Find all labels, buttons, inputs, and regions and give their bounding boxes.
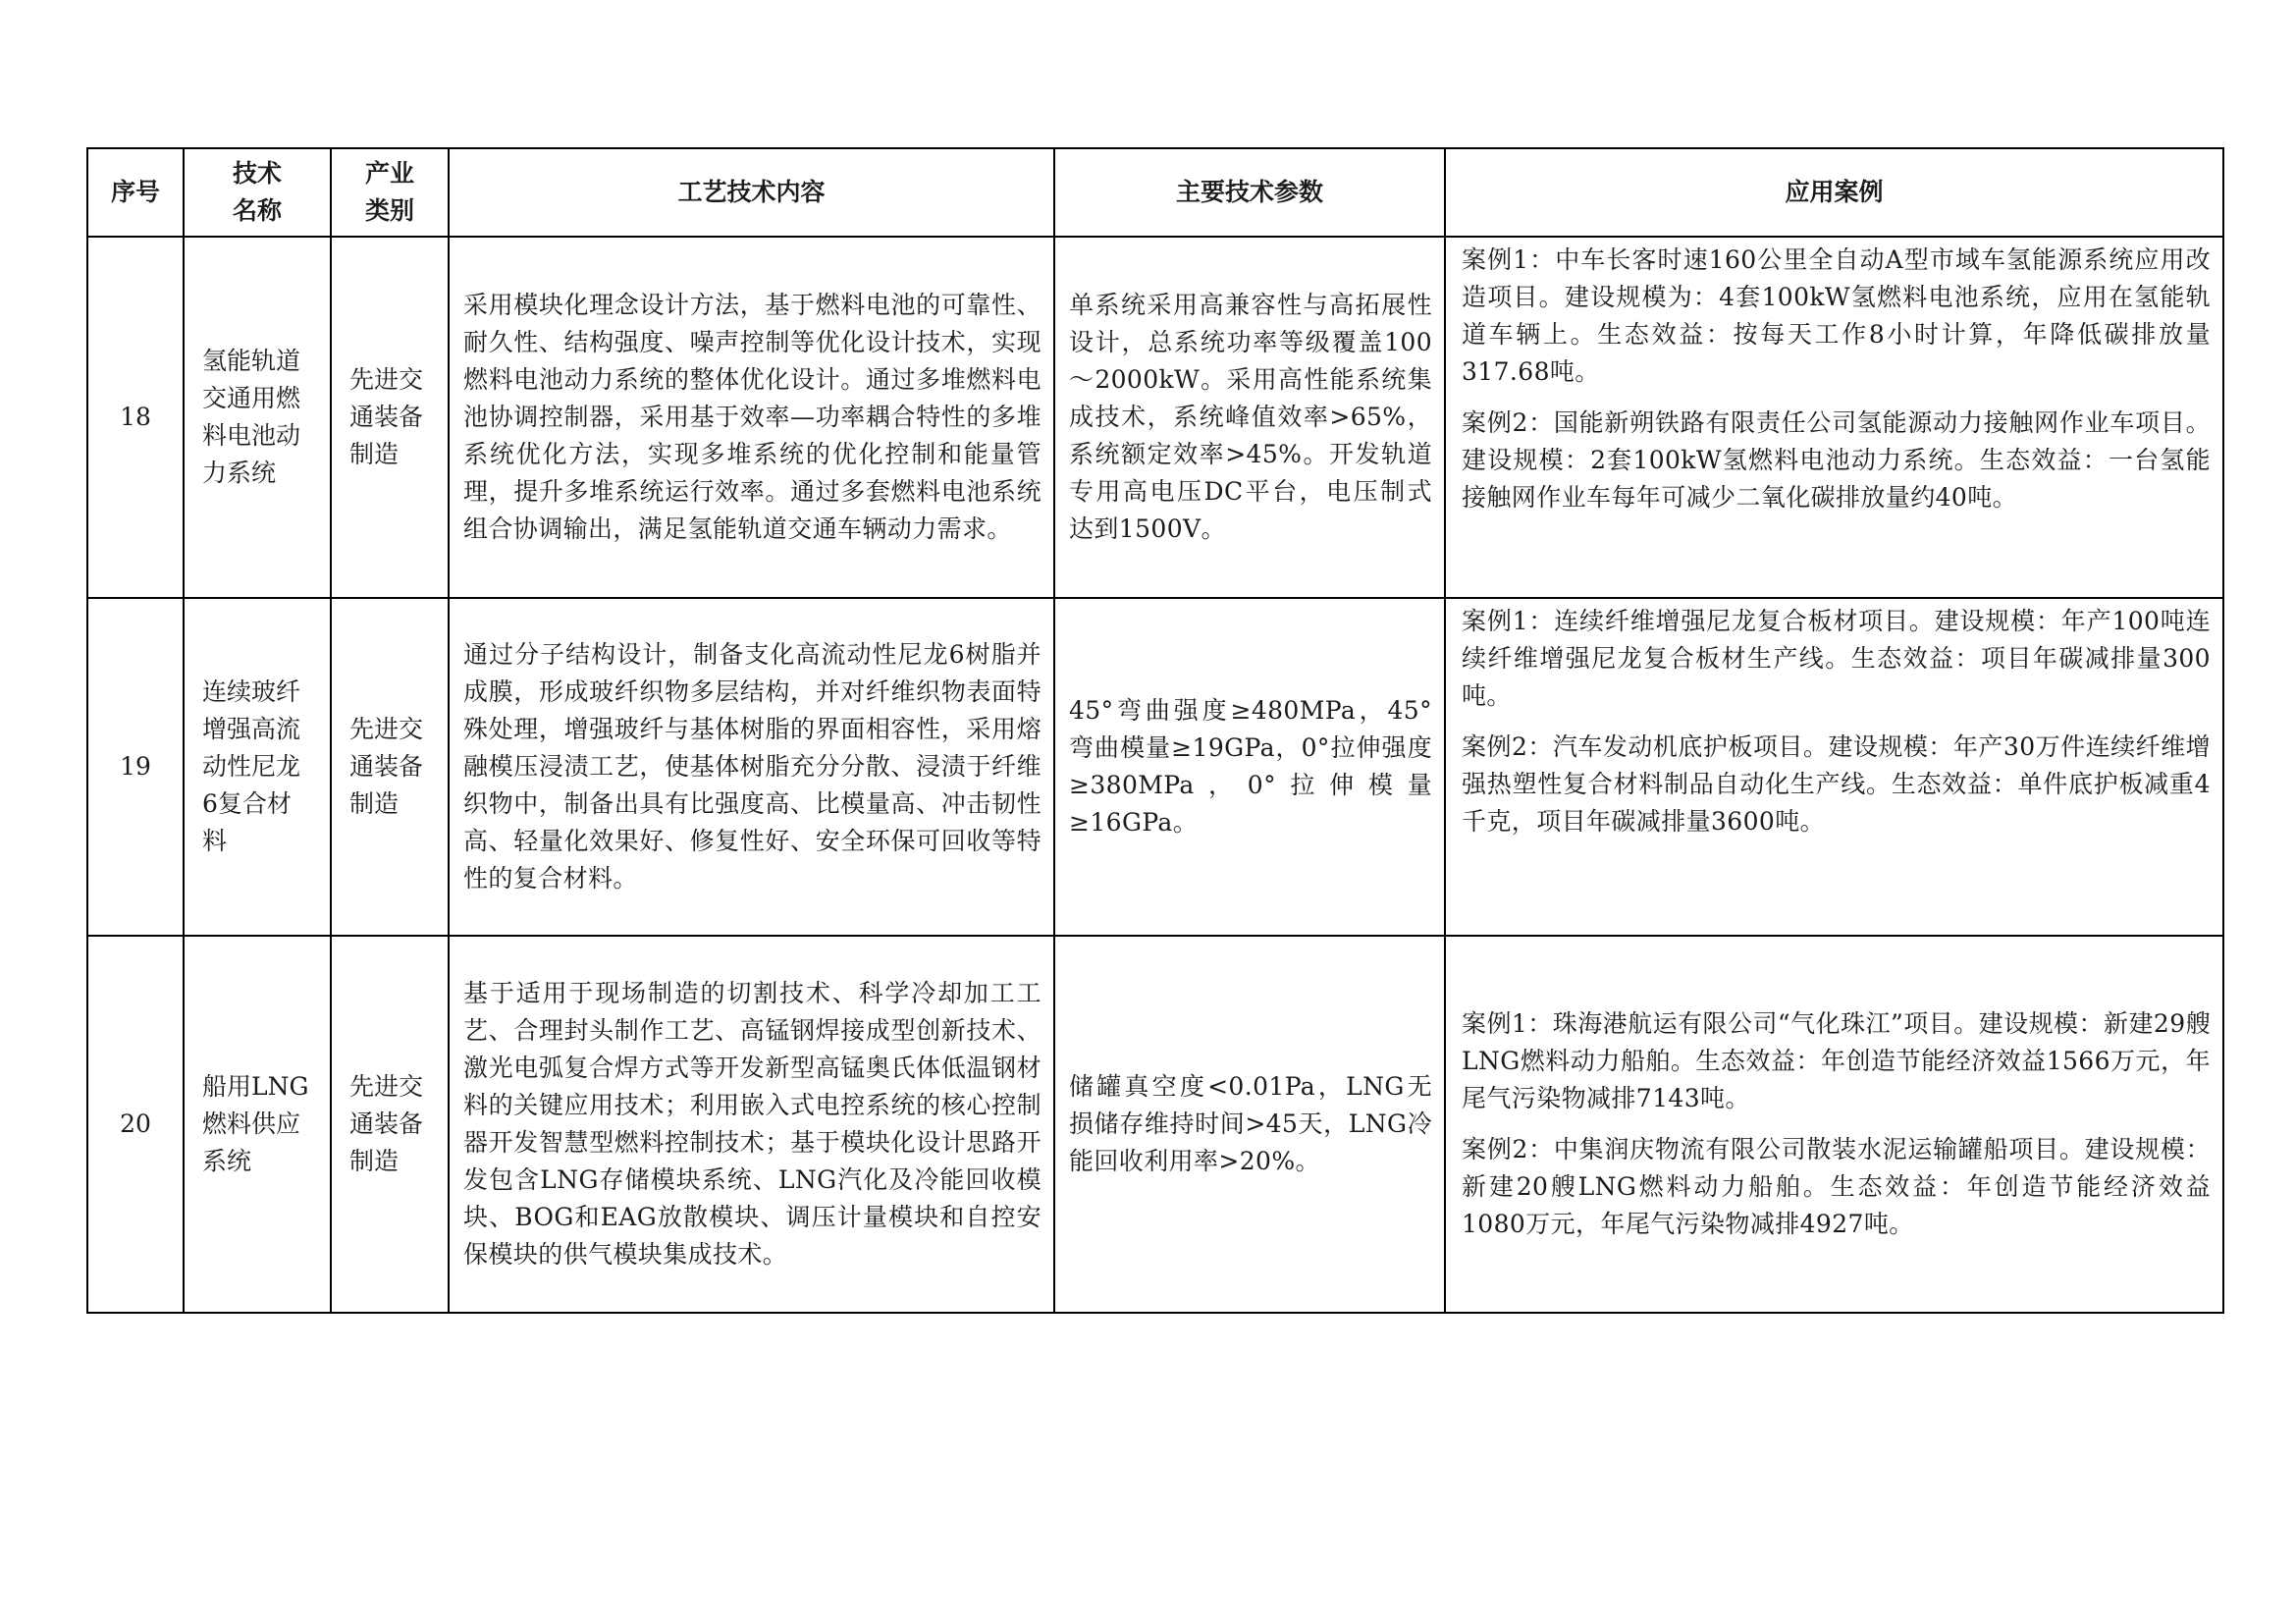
technology-name	[184, 936, 331, 1313]
header-industry	[331, 148, 449, 237]
technology-table	[86, 147, 2224, 1314]
case-2: 案例2：中集润庆物流有限公司散装水泥运输罐船项目。建设规模：新建20艘LNG燃料动力船舶。生态效益：年创造节能经济效益1080万元，年尾气污染物减排4927吨。	[1462, 1135, 2211, 1238]
table-row	[87, 598, 2223, 936]
row-number: 18	[87, 237, 184, 598]
name-line: 料	[202, 827, 228, 855]
application-cases	[1445, 237, 2223, 598]
process-content: 采用模块化理念设计方法，基于燃料电池的可靠性、耐久性、结构强度、噪声控制等优化设计技术，实现燃料电池动力系统的整体优化设计。通过多堆燃料电池协调控制器，采用基于效率—功率耦合特性的多堆系统优化方法，实现多堆系统的优化控制和能量管理，提升多堆系统运行效率。通过多套燃料电池系统组合协调输出，满足氢能轨道交通车辆动力需求。	[449, 237, 1054, 598]
technical-params: 45°弯曲强度≥480MPa，45°弯曲模量≥19GPa，0°拉伸强度≥380MPa，0°拉伸模量≥16GPa。	[1054, 598, 1445, 936]
industry-category	[331, 598, 449, 936]
name-line: 动性尼龙	[202, 752, 301, 781]
industry-line: 通装备	[349, 403, 424, 431]
case-1: 案例1：中车长客时速160公里全自动A型市域车氢能源系统应用改造项目。建设规模为：4套100kW氢燃料电池系统，应用在氢能轨道车辆上。生态效益：按每天工作8小时计算，年降低碳排放量317.68吨。	[1462, 245, 2211, 386]
name-line: 燃料供应	[202, 1109, 301, 1138]
document-page	[86, 147, 2222, 1314]
name-line: 料电池动	[202, 421, 301, 450]
header-industry-line2: 类别	[364, 196, 414, 225]
header-cases: 应用案例	[1445, 148, 2223, 237]
header-name	[184, 148, 331, 237]
table-row	[87, 936, 2223, 1313]
header-no: 序号	[87, 148, 184, 237]
industry-line: 先进交	[349, 1072, 424, 1101]
name-line: 系统	[202, 1147, 252, 1175]
name-line: 力系统	[202, 459, 277, 487]
name-line: 氢能轨道	[202, 347, 301, 375]
industry-line: 先进交	[349, 365, 424, 394]
technical-params: 储罐真空度<0.01Pa，LNG无损储存维持时间>45天，LNG冷能回收利用率>20%。	[1054, 936, 1445, 1313]
table-row	[87, 237, 2223, 598]
application-cases	[1445, 598, 2223, 936]
industry-category	[331, 936, 449, 1313]
table-header-row	[87, 148, 2223, 237]
name-line: 船用LNG	[202, 1072, 309, 1101]
technology-name	[184, 237, 331, 598]
name-line: 连续玻纤	[202, 677, 301, 706]
case-1: 案例1：珠海港航运有限公司“气化珠江”项目。建设规模：新建29艘LNG燃料动力船舶。生态效益：年创造节能经济效益1566万元，年尾气污染物减排7143吨。	[1462, 1009, 2211, 1112]
case-2: 案例2：汽车发动机底护板项目。建设规模：年产30万件连续纤维增强热塑性复合材料制品自动化生产线。生态效益：单件底护板减重4千克，项目年碳减排量3600吨。	[1462, 732, 2211, 836]
case-1: 案例1：连续纤维增强尼龙复合板材项目。建设规模：年产100吨连续纤维增强尼龙复合板材生产线。生态效益：项目年碳减排量300吨。	[1462, 607, 2211, 710]
header-industry-line1: 产业	[364, 159, 414, 188]
header-process: 工艺技术内容	[449, 148, 1054, 237]
row-number: 19	[87, 598, 184, 936]
row-number: 20	[87, 936, 184, 1313]
header-name-line1: 技术	[232, 159, 282, 188]
industry-category	[331, 237, 449, 598]
name-line: 6复合材	[202, 789, 292, 818]
industry-line: 先进交	[349, 715, 424, 743]
application-cases	[1445, 936, 2223, 1313]
industry-line: 制造	[349, 440, 400, 468]
name-line: 增强高流	[202, 715, 301, 743]
process-content: 通过分子结构设计，制备支化高流动性尼龙6树脂并成膜，形成玻纤织物多层结构，并对纤维织物表面特殊处理，增强玻纤与基体树脂的界面相容性，采用熔融模压浸渍工艺，使基体树脂充分分散、浸渍于纤维织物中，制备出具有比强度高、比模量高、冲击韧性高、轻量化效果好、修复性好、安全环保可回收等特性的复合材料。	[449, 598, 1054, 936]
industry-line: 制造	[349, 789, 400, 818]
industry-line: 通装备	[349, 752, 424, 781]
technology-name	[184, 598, 331, 936]
case-2: 案例2：国能新朔铁路有限责任公司氢能源动力接触网作业车项目。建设规模：2套100kW氢燃料电池动力系统。生态效益：一台氢能接触网作业车每年可减少二氧化碳排放量约40吨。	[1462, 408, 2211, 512]
header-params: 主要技术参数	[1054, 148, 1445, 237]
industry-line: 通装备	[349, 1109, 424, 1138]
industry-line: 制造	[349, 1147, 400, 1175]
process-content: 基于适用于现场制造的切割技术、科学冷却加工工艺、合理封头制作工艺、高锰钢焊接成型创新技术、激光电弧复合焊方式等开发新型高锰奥氏体低温钢材料的关键应用技术；利用嵌入式电控系统的核心控制器开发智慧型燃料控制技术；基于模块化设计思路开发包含LNG存储模块系统、LNG汽化及冷能回收模块、BOG和EAG放散模块、调压计量模块和自控安保模块的供气模块集成技术。	[449, 936, 1054, 1313]
technical-params: 单系统采用高兼容性与高拓展性设计，总系统功率等级覆盖100～2000kW。采用高性能系统集成技术，系统峰值效率>65%，系统额定效率>45%。开发轨道专用高电压DC平台，电压制式达到1500V。	[1054, 237, 1445, 598]
name-line: 交通用燃	[202, 384, 301, 412]
header-name-line2: 名称	[232, 196, 282, 225]
